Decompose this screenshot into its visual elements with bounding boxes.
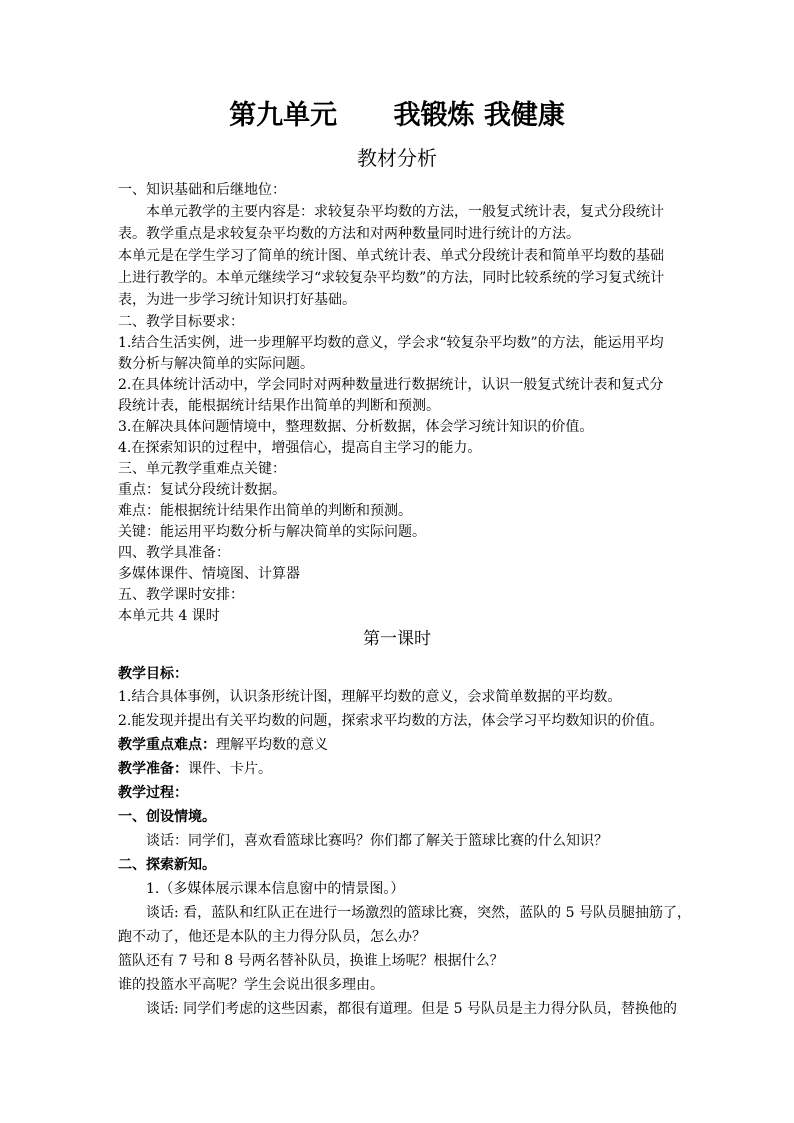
paragraph-line: 表，为进一步学习统计知识打好基础。 [118, 292, 356, 308]
heading-key-points: 三、单元教学重难点关键： [118, 461, 286, 477]
dialogue-line: 谈话: 同学们考虑的这些因素，都很有道理。但是 5 号队员是主力得分队员，替换他的 [146, 1001, 677, 1017]
goal-line: 2.能发现并提出有关平均数的问题，探索求平均数的方法，体会学习平均数知识的价值。 [118, 713, 664, 729]
dialogue-line: 谈话: 看，蓝队和红队正在进行一场激烈的篮球比赛，突然，蓝队的 5 号队员腿抽筋了， [146, 905, 691, 921]
key-point-line: 重点：复试分段统计数据。 [118, 482, 286, 498]
question-line: 篮队还有 7 号和 8 号两名替补队员，换谁上场呢？根据什么？ [118, 953, 504, 969]
objective-line: 段统计表，能根据统计结果作出简单的判断和预测。 [118, 398, 440, 414]
objective-line: 3.在解决具体问题情境中，整理数据、分析数据，体会学习统计知识的价值。 [118, 419, 594, 435]
objective-line: 4.在探索知识的过程中，增强信心，提高自主学习的能力。 [118, 440, 482, 456]
heading-materials: 四、教学具准备： [118, 545, 230, 561]
activity-line: 1.（多媒体展示课本信息窗中的情景图。） [146, 881, 405, 897]
key-point-line: 关键：能运用平均数分析与解决简单的实际问题。 [118, 524, 426, 540]
question-line: 谁的投篮水平高呢？学生会说出很多理由。 [118, 977, 384, 993]
unit-title: 第九单元 我锻炼 我健康 [229, 100, 565, 131]
process-label: 教学过程： [118, 785, 188, 801]
heading-objectives: 二、教学目标要求： [118, 314, 244, 330]
step-heading: 一、创设情境。 [118, 809, 216, 825]
materials-line: 多媒体课件、情境图、计算器 [118, 566, 300, 582]
schedule-line: 本单元共 4 课时 [118, 608, 220, 624]
goal-label: 教学目标： [118, 666, 188, 682]
paragraph-line: 本单元是在学生学习了简单的统计图、单式统计表、单式分段统计表和简单平均数的基础 [118, 248, 664, 264]
key-text: 理解平均数的意义 [216, 737, 328, 753]
objective-line: 2.在具体统计活动中，学会同时对两种数量进行数据统计，认识一般复式统计表和复式分 [118, 377, 664, 393]
prep-text: 课件、卡片。 [188, 761, 272, 777]
heading-foundation: 一、知识基础和后继地位： [118, 182, 286, 198]
step-heading: 二、探索新知。 [118, 857, 216, 873]
key-label: 教学重点难点： [118, 737, 216, 753]
objective-line: 1.结合生活实例，进一步理解平均数的意义，学会求“较复杂平均数”的方法，能运用平均 [118, 335, 664, 351]
heading-schedule: 五、教学课时安排： [118, 587, 244, 603]
dialogue-line: 跑不动了，他还是本队的主力得分队员，怎么办？ [118, 929, 426, 945]
paragraph-line: 表。教学重点是求较复杂平均数的方法和对两种数量同时进行统计的方法。 [118, 226, 580, 242]
section-title: 教材分析 [357, 146, 437, 170]
lesson-title: 第一课时 [363, 629, 431, 649]
prep-label: 教学准备： [118, 761, 188, 777]
dialogue-line: 谈话：同学们，喜欢看篮球比赛吗？你们都了解关于篮球比赛的什么知识？ [146, 833, 608, 849]
key-line [118, 735, 684, 755]
paragraph-line: 本单元教学的主要内容是：求较复杂平均数的方法，一般复式统计表，复式分段统计 [146, 204, 664, 220]
paragraph-line: 上进行教学的。本单元继续学习“求较复杂平均数”的方法，同时比较系统的学习复式统计 [118, 270, 665, 286]
prep-line [118, 759, 684, 779]
objective-line: 数分析与解决简单的实际问题。 [118, 356, 314, 372]
key-point-line: 难点：能根据统计结果作出简单的判断和预测。 [118, 503, 412, 519]
goal-line: 1.结合具体事例，认识条形统计图，理解平均数的意义，会求简单数据的平均数。 [118, 689, 622, 705]
